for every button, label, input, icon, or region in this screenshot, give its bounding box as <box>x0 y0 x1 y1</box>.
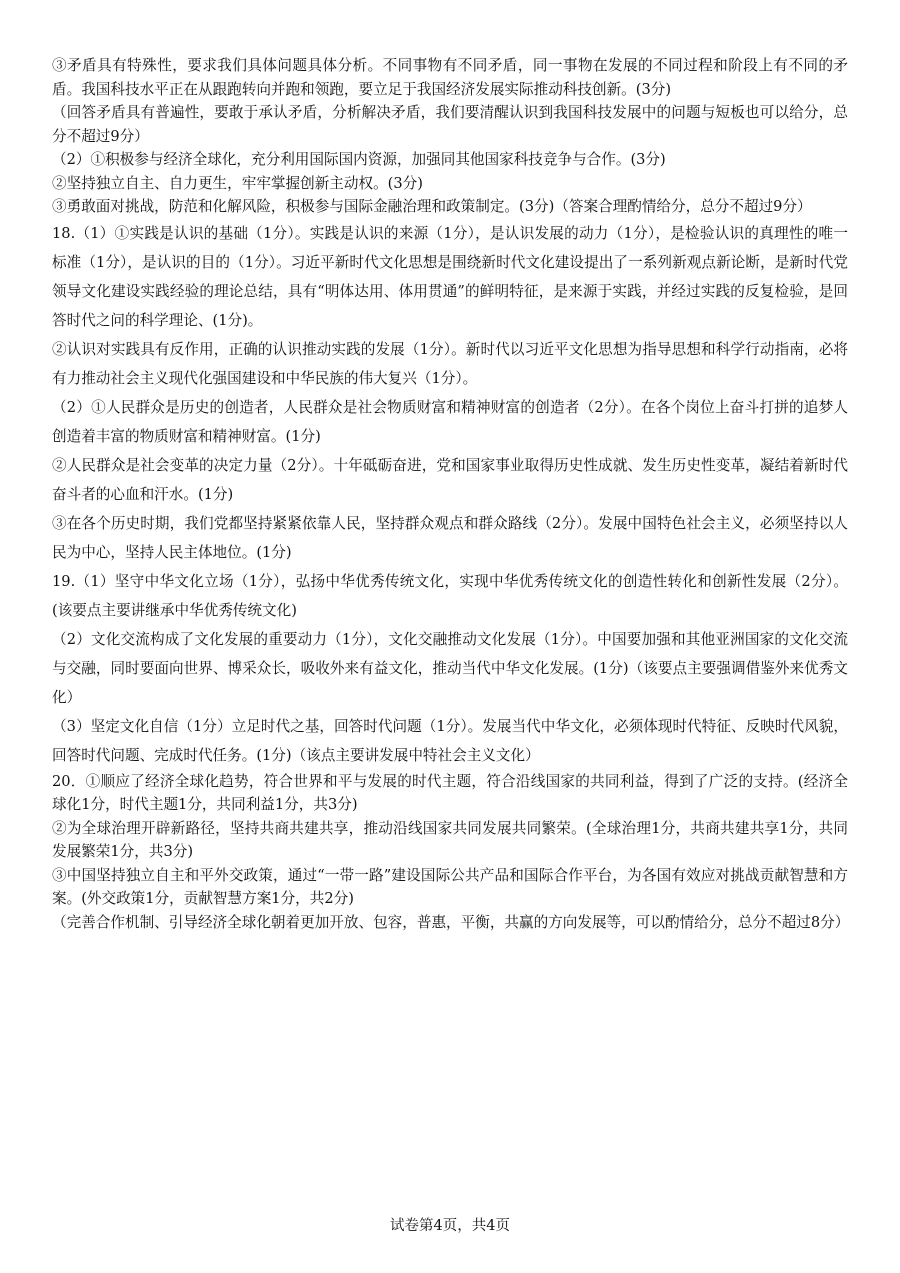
answer-paragraph: （3）坚定文化自信（1分）立足时代之基，回答时代问题（1分）。发展当代中华文化，必须体现时代特征、反映时代风貌，回答时代问题、完成时代任务。(1分)（该点主要讲发展中特社会主义文化） <box>52 717 848 764</box>
answer-paragraph: （2）①积极参与经济全球化，充分利用国际国内资源，加强同其他国家科技竞争与合作。(3分) <box>52 151 666 168</box>
answer-paragraph: 18.（1）①实践是认识的基础（1分）。实践是认识的来源（1分），是认识发展的动力（1分），是检验认识的真理性的唯一标准（1分），是认识的目的（1分）。习近平新时代文化思想是围绕新时代文化建设提出了一系列新观点新论断，是新时代党领导文化建设实践经验的理论总结，具有“明体达用、体用贯通”的鲜明特征，是来源于实践，并经过实践的反复检验，是回答时代之问的科学理论、(1分)。 <box>52 224 848 329</box>
answer-paragraph: ③中国坚持独立自主和平外交政策，通过“一带一路”建设国际公共产品和国际合作平台，为各国有效应对挑战贡献智慧和方案。(外交政策1分，贡献智慧方案1分，共2分) <box>52 866 848 907</box>
page-footer: 试卷第4页，共4页 <box>390 1218 510 1234</box>
answer-paragraph: 20．①顺应了经济全球化趋势，符合世界和平与发展的时代主题，符合沿线国家的共同利益，得到了广泛的支持。(经济全球化1分，时代主题1分，共同利益1分，共3分) <box>52 772 848 813</box>
answer-paragraph: （完善合作机制、引导经济全球化朝着更加开放、包容，普惠，平衡，共赢的方向发展等，可以酌情给分，总分不超过8分） <box>52 913 850 931</box>
answer-paragraph: ②坚持独立自主、自力更生，牢牢掌握创新主动权。(3分) <box>52 174 423 192</box>
answer-paragraph: ②人民群众是社会变革的决定力量（2分）。十年砥砺奋进，党和国家事业取得历史性成就、发生历史性变革，凝结着新时代奋斗者的心血和汗水。(1分) <box>52 456 848 503</box>
answer-paragraph: ②认识对实践具有反作用，正确的认识推动实践的发展（1分）。新时代以习近平文化思想为指导思想和科学行动指南，必将有力推动社会主义现代化强国建设和中华民族的伟大复兴（1分）。 <box>52 340 848 387</box>
answer-paragraph: ③在各个历史时期，我们党都坚持紧紧依靠人民，坚持群众观点和群众路线（2分）。发展中国特色社会主义，必须坚持以人民为中心，坚持人民主体地位。(1分) <box>52 514 848 561</box>
answer-paragraph: 19.（1）坚守中华文化立场（1分），弘扬中华优秀传统文化，实现中华优秀传统文化的创造性转化和创新性发展（2分）。(该要点主要讲继承中华优秀传统文化) <box>52 572 848 619</box>
answer-paragraph: （2）①人民群众是历史的创造者，人民群众是社会物质财富和精神财富的创造者（2分）。在各个岗位上奋斗打拼的追梦人创造着丰富的物质财富和精神财富。(1分) <box>52 398 848 445</box>
answer-paragraph: （回答矛盾具有普遍性，要敢于承认矛盾，分析解决矛盾，我们要清醒认识到我国科技发展中的问题与短板也可以给分，总分不超过9分） <box>52 104 848 145</box>
answer-paragraph: （2）文化交流构成了文化发展的重要动力（1分），文化交融推动文化发展（1分）。中国要加强和其他亚洲国家的文化交流与交融，同时要面向世界、博采众长，吸收外来有益文化，推动当代中华文化发展。(1分)（该要点主要强调借鉴外来优秀文化） <box>52 630 848 706</box>
answer-paragraph: ③勇敢面对挑战，防范和化解风险，积极参与国际金融治理和政策制定。(3分)（答案合理酌情给分，总分不超过9分） <box>52 198 812 215</box>
answer-content <box>52 54 848 934</box>
answer-paragraph: ③矛盾具有特殊性，要求我们具体问题具体分析。不同事物有不同矛盾，同一事物在发展的不同过程和阶段上有不同的矛盾。我国科技水平正在从跟跑转向并跑和领跑，要立足于我国经济发展实际推动科技创新。(3分) <box>52 57 848 98</box>
answer-paragraph: ②为全球治理开辟新路径，坚持共商共建共享，推动沿线国家共同发展共同繁荣。(全球治理1分，共商共建共享1分，共同发展繁荣1分，共3分) <box>52 819 848 860</box>
